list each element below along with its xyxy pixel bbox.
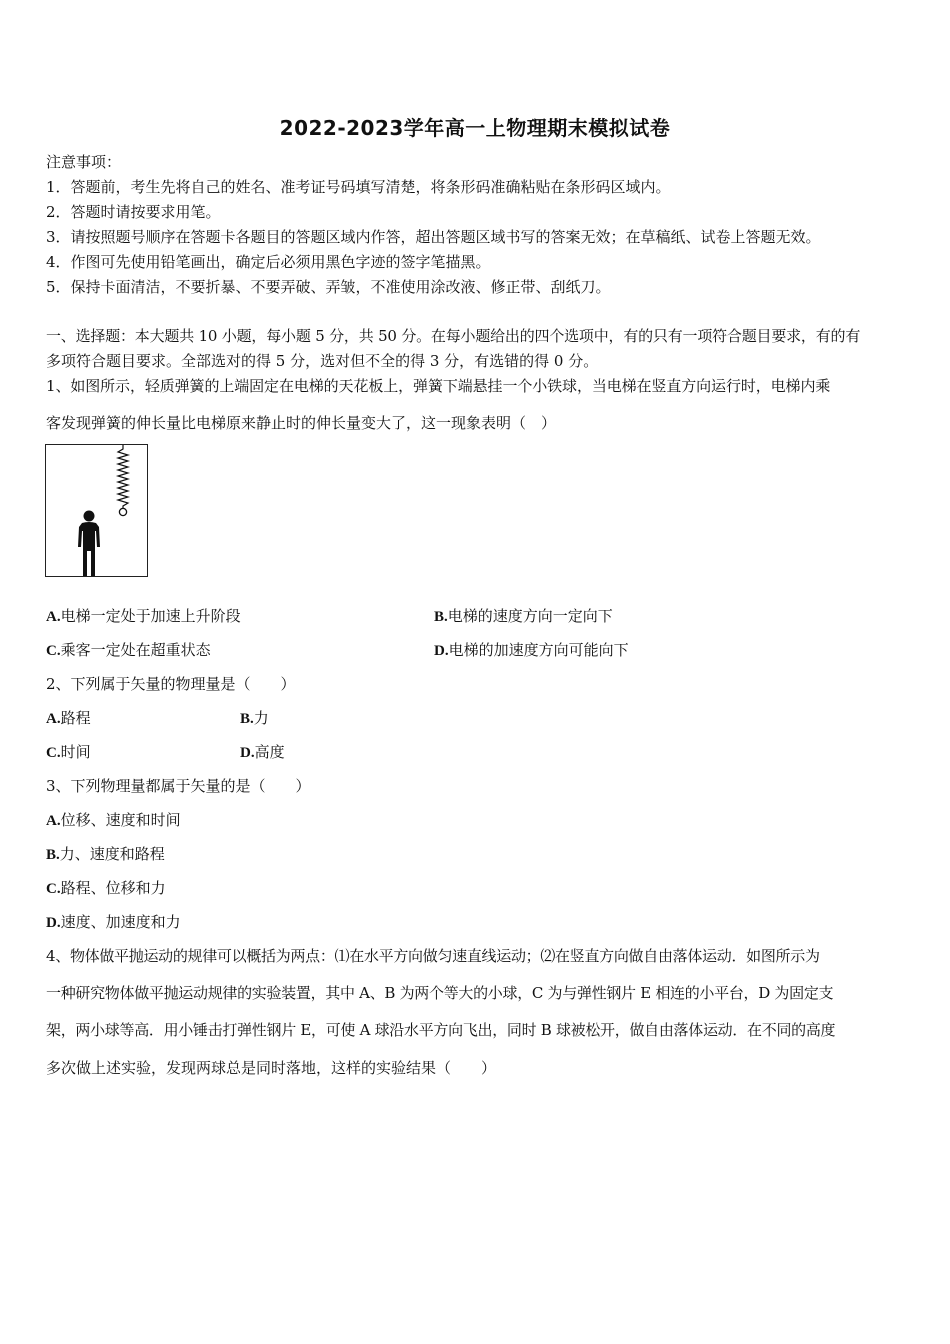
question-3-option-c: C.路程、位移和力 <box>46 879 166 897</box>
notice-heading: 注意事项： <box>46 153 122 171</box>
question-1-option-c: C.乘客一定处在超重状态 <box>46 641 211 659</box>
question-4-stem: 一种研究物体做平抛运动规律的实验装置，其中 A、B 为两个等大的小球，C 为与弹性钢片 E 相连的小平台，D 为固定支 <box>46 984 834 1002</box>
question-3-option-a: A.位移、速度和时间 <box>46 811 181 829</box>
section-instructions-line: 一、选择题：本大题共 10 小题，每小题 5 分，共 50 分。在每小题给出的四个选项中，有的只有一项符合题目要求，有的有 <box>46 327 861 345</box>
notice-item: 5．保持卡面清洁，不要折暴、不要弄破、弄皱，不准使用涂改液、修正带、刮纸刀。 <box>46 278 611 296</box>
question-2-option-b: B.力 <box>240 709 269 727</box>
question-1-option-b: B.电梯的速度方向一定向下 <box>434 607 613 625</box>
passenger-silhouette <box>78 511 100 577</box>
question-1-stem: 客发现弹簧的伸长量比电梯原来静止时的伸长量变大了，这一现象表明（ ） <box>46 414 557 432</box>
iron-ball <box>119 508 126 515</box>
page-title: 2022-2023学年高一上物理期末模拟试卷 <box>279 116 671 140</box>
question-4-stem: 架，两小球等高．用小锤击打弹性钢片 E，可使 A 球沿水平方向飞出，同时 B 球被松开，做自由落体运动．在不同的高度 <box>46 1021 836 1039</box>
notice-item: 2．答题时请按要求用笔。 <box>46 203 221 221</box>
question-3-stem: 3、下列物理量都属于矢量的是（ ） <box>46 777 311 795</box>
notice-item: 1．答题前，考生先将自己的姓名、准考证号码填写清楚，将条形码准确粘贴在条形码区域内。 <box>46 178 671 196</box>
question-1-option-d: D.电梯的加速度方向可能向下 <box>434 641 629 659</box>
notice-item: 4．作图可先使用铅笔画出，确定后必须用黑色字迹的签字笔描黑。 <box>46 253 491 271</box>
section-instructions-line: 多项符合题目要求。全部选对的得 5 分，选对但不全的得 3 分，有选错的得 0 分。 <box>46 352 599 370</box>
question-1-option-a: A.电梯一定处于加速上升阶段 <box>46 607 241 625</box>
elevator-spring-diagram <box>46 445 149 578</box>
question-2-option-c: C.时间 <box>46 743 91 761</box>
question-2-option-d: D.高度 <box>240 743 285 761</box>
question-1-stem: 1、如图所示，轻质弹簧的上端固定在电梯的天花板上，弹簧下端悬挂一个小铁球，当电梯在竖直方向运行时，电梯内乘 <box>46 377 831 395</box>
question-4-stem: 多次做上述实验，发现两球总是同时落地，这样的实验结果（ ） <box>46 1059 497 1077</box>
question-2-stem: 2、下列属于矢量的物理量是（ ） <box>46 675 296 693</box>
question-2-option-a: A.路程 <box>46 709 91 727</box>
question-3-option-b: B.力、速度和路程 <box>46 845 165 863</box>
elevator-spring-figure <box>45 444 148 577</box>
question-3-option-d: D.速度、加速度和力 <box>46 913 181 931</box>
notice-item: 3．请按照题号顺序在答题卡各题目的答题区域内作答，超出答题区域书写的答案无效；在草稿纸、试卷上答题无效。 <box>46 228 821 246</box>
question-4-stem: 4、物体做平抛运动的规律可以概括为两点：⑴在水平方向做匀速直线运动；⑵在竖直方向做自由落体运动．如图所示为 <box>46 947 820 965</box>
spring-coil <box>118 445 128 508</box>
